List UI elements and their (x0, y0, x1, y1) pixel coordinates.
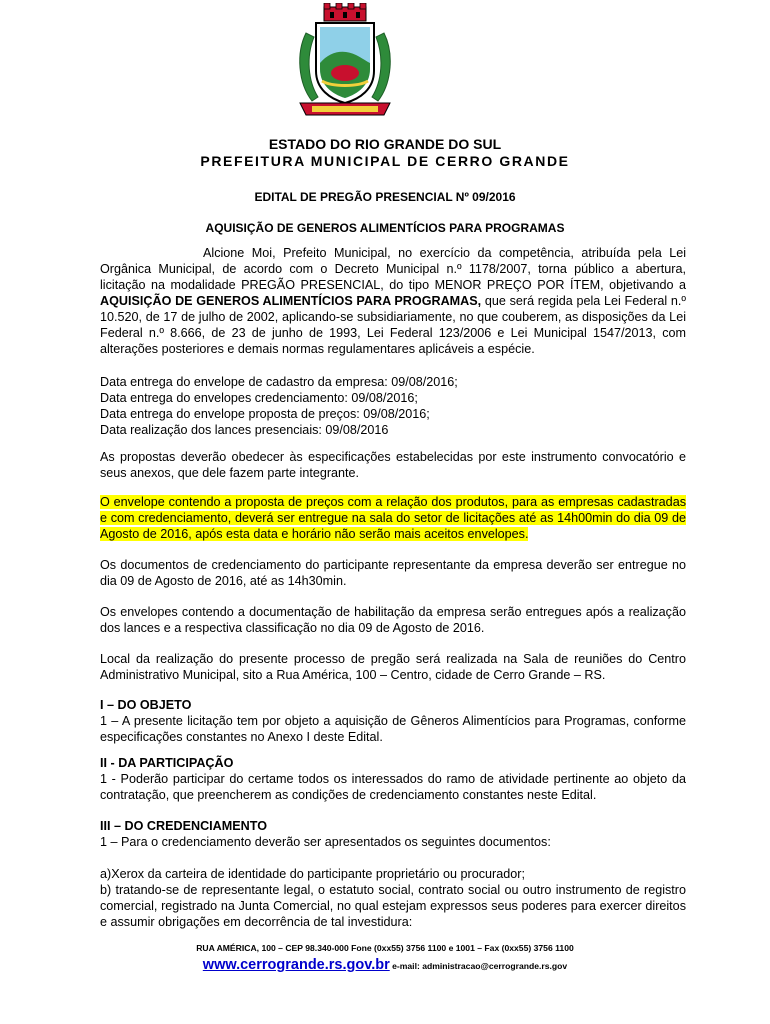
edital-title: EDITAL DE PREGÃO PRESENCIAL Nº 09/2016 (254, 190, 516, 204)
local-paragraph: Local da realização do presente processo de pregão será realizada na Sala de reuniões do Centro Administrativo Municipal, sito a Rua América, 100 – Centro, cidade de Cerro Grande – RS. (100, 652, 686, 682)
municipal-coat-of-arms-icon (292, 3, 398, 117)
state-name: ESTADO DO RIO GRANDE DO SUL (268, 136, 502, 152)
dates-list (100, 374, 686, 438)
section-text: 1 – A presente licitação tem por objeto a aquisição de Gêneros Alimentícios para Programas, conforme especificações constantes no Anexo I deste Edital. (100, 714, 686, 744)
intro-text-1: Alcione Moi, Prefeito Municipal, no exercício da competência, atribuída pela Lei Orgânica Municipal, de acordo com o Decreto Municipal n.º 1178/2007, torna público a abertura, licitação na modalidade PREGÃO PRESENCIAL, do tipo MENOR PREÇO POR ÍTEM, objetivando a (100, 246, 686, 292)
edital-subject: AQUISIÇÃO DE GENEROS ALIMENTÍCIOS PARA PROGRAMAS (205, 221, 565, 235)
section-text: 1 - Poderão participar do certame todos os interessados do ramo de atividade pertinente ao objeto da contratação, que preencherem as condições de credenciamento constantes neste Edital. (100, 772, 686, 802)
intro-paragraph (100, 245, 686, 357)
section-text: 1 – Para o credenciamento deverão ser apresentados os seguintes documentos: (100, 835, 551, 849)
date-line: Data entrega do envelope de cadastro da empresa: 09/08/2016; (100, 375, 458, 389)
section-participacao (100, 755, 686, 803)
website-link[interactable]: www.cerrogrande.rs.gov.br (202, 957, 390, 973)
intro-text-2: que será regida pela Lei Federal n.º 10.520, de 17 de julho de 2002, aplicando-se subsidiariamente, no que couberem, as disposições da Lei Federal n.º 8.666, de 23 de junho de 1993, Lei Federal 123/2006 e Lei Municipal 1547/2013, com alterações posteriores e demais normas regulamentares aplicáveis a espécie. (100, 294, 686, 356)
section-title: III – DO CREDENCIAMENTO (100, 819, 268, 833)
section-credenciamento (100, 818, 686, 850)
highlighted-paragraph (100, 494, 686, 542)
documentos-paragraph: Os documentos de credenciamento do participante representante da empresa deverão ser entregue no dia 09 de Agosto de 2016, até as 14h30min. (100, 558, 686, 588)
section-objeto (100, 697, 686, 745)
footer-email: e-mail: administracao@cerrogrande.rs.gov (389, 961, 568, 971)
date-line: Data entrega do envelope proposta de preços: 09/08/2016; (100, 407, 430, 421)
propostas-paragraph: As propostas deverão obedecer às especificações estabelecidas por este instrumento convocatório e seus anexos, que dele fazem parte integrante. (100, 450, 686, 480)
highlighted-text: O envelope contendo a proposta de preços com a relação dos produtos, para as empresas cadastradas e com credenciamento, deverá ser entregue na sala do setor de licitações até as 14h00min do dia 09 de Agosto de 2016, após esta data e horário não serão mais aceitos envelopes. (100, 495, 686, 541)
prefecture-name: PREFEITURA MUNICIPAL DE CERRO GRANDE (200, 153, 570, 169)
footer-address: RUA AMÉRICA, 100 – CEP 98.340-000 Fone (0xx55) 3756 1100 e 1001 – Fax (0xx55) 3756 1100 (196, 943, 574, 953)
date-line: Data entrega do envelopes credenciamento: 09/08/2016; (100, 391, 418, 405)
date-line: Data realização dos lances presenciais: 09/08/2016 (100, 423, 389, 437)
intro-bold-subject: AQUISIÇÃO DE GENEROS ALIMENTÍCIOS PARA PROGRAMAS, (100, 294, 482, 308)
credenciamento-items (100, 866, 686, 930)
footer-contact (0, 956, 770, 974)
section-title: I – DO OBJETO (100, 698, 192, 712)
section-title: II - DA PARTICIPAÇÃO (100, 756, 234, 770)
item-b: b) tratando-se de representante legal, o estatuto social, contrato social ou outro instrumento de registro comercial, registrado na Junta Comercial, no qual estejam expressos seus poderes para exercer direitos e assumir obrigações em decorrência de tal investidura: (100, 883, 686, 929)
envelopes-paragraph: Os envelopes contendo a documentação de habilitação da empresa serão entregues após a realização dos lances e a respectiva classificação no dia 09 de Agosto de 2016. (100, 605, 686, 635)
item-a: a)Xerox da carteira de identidade do participante proprietário ou procurador; (100, 867, 525, 881)
document-header (0, 136, 770, 169)
